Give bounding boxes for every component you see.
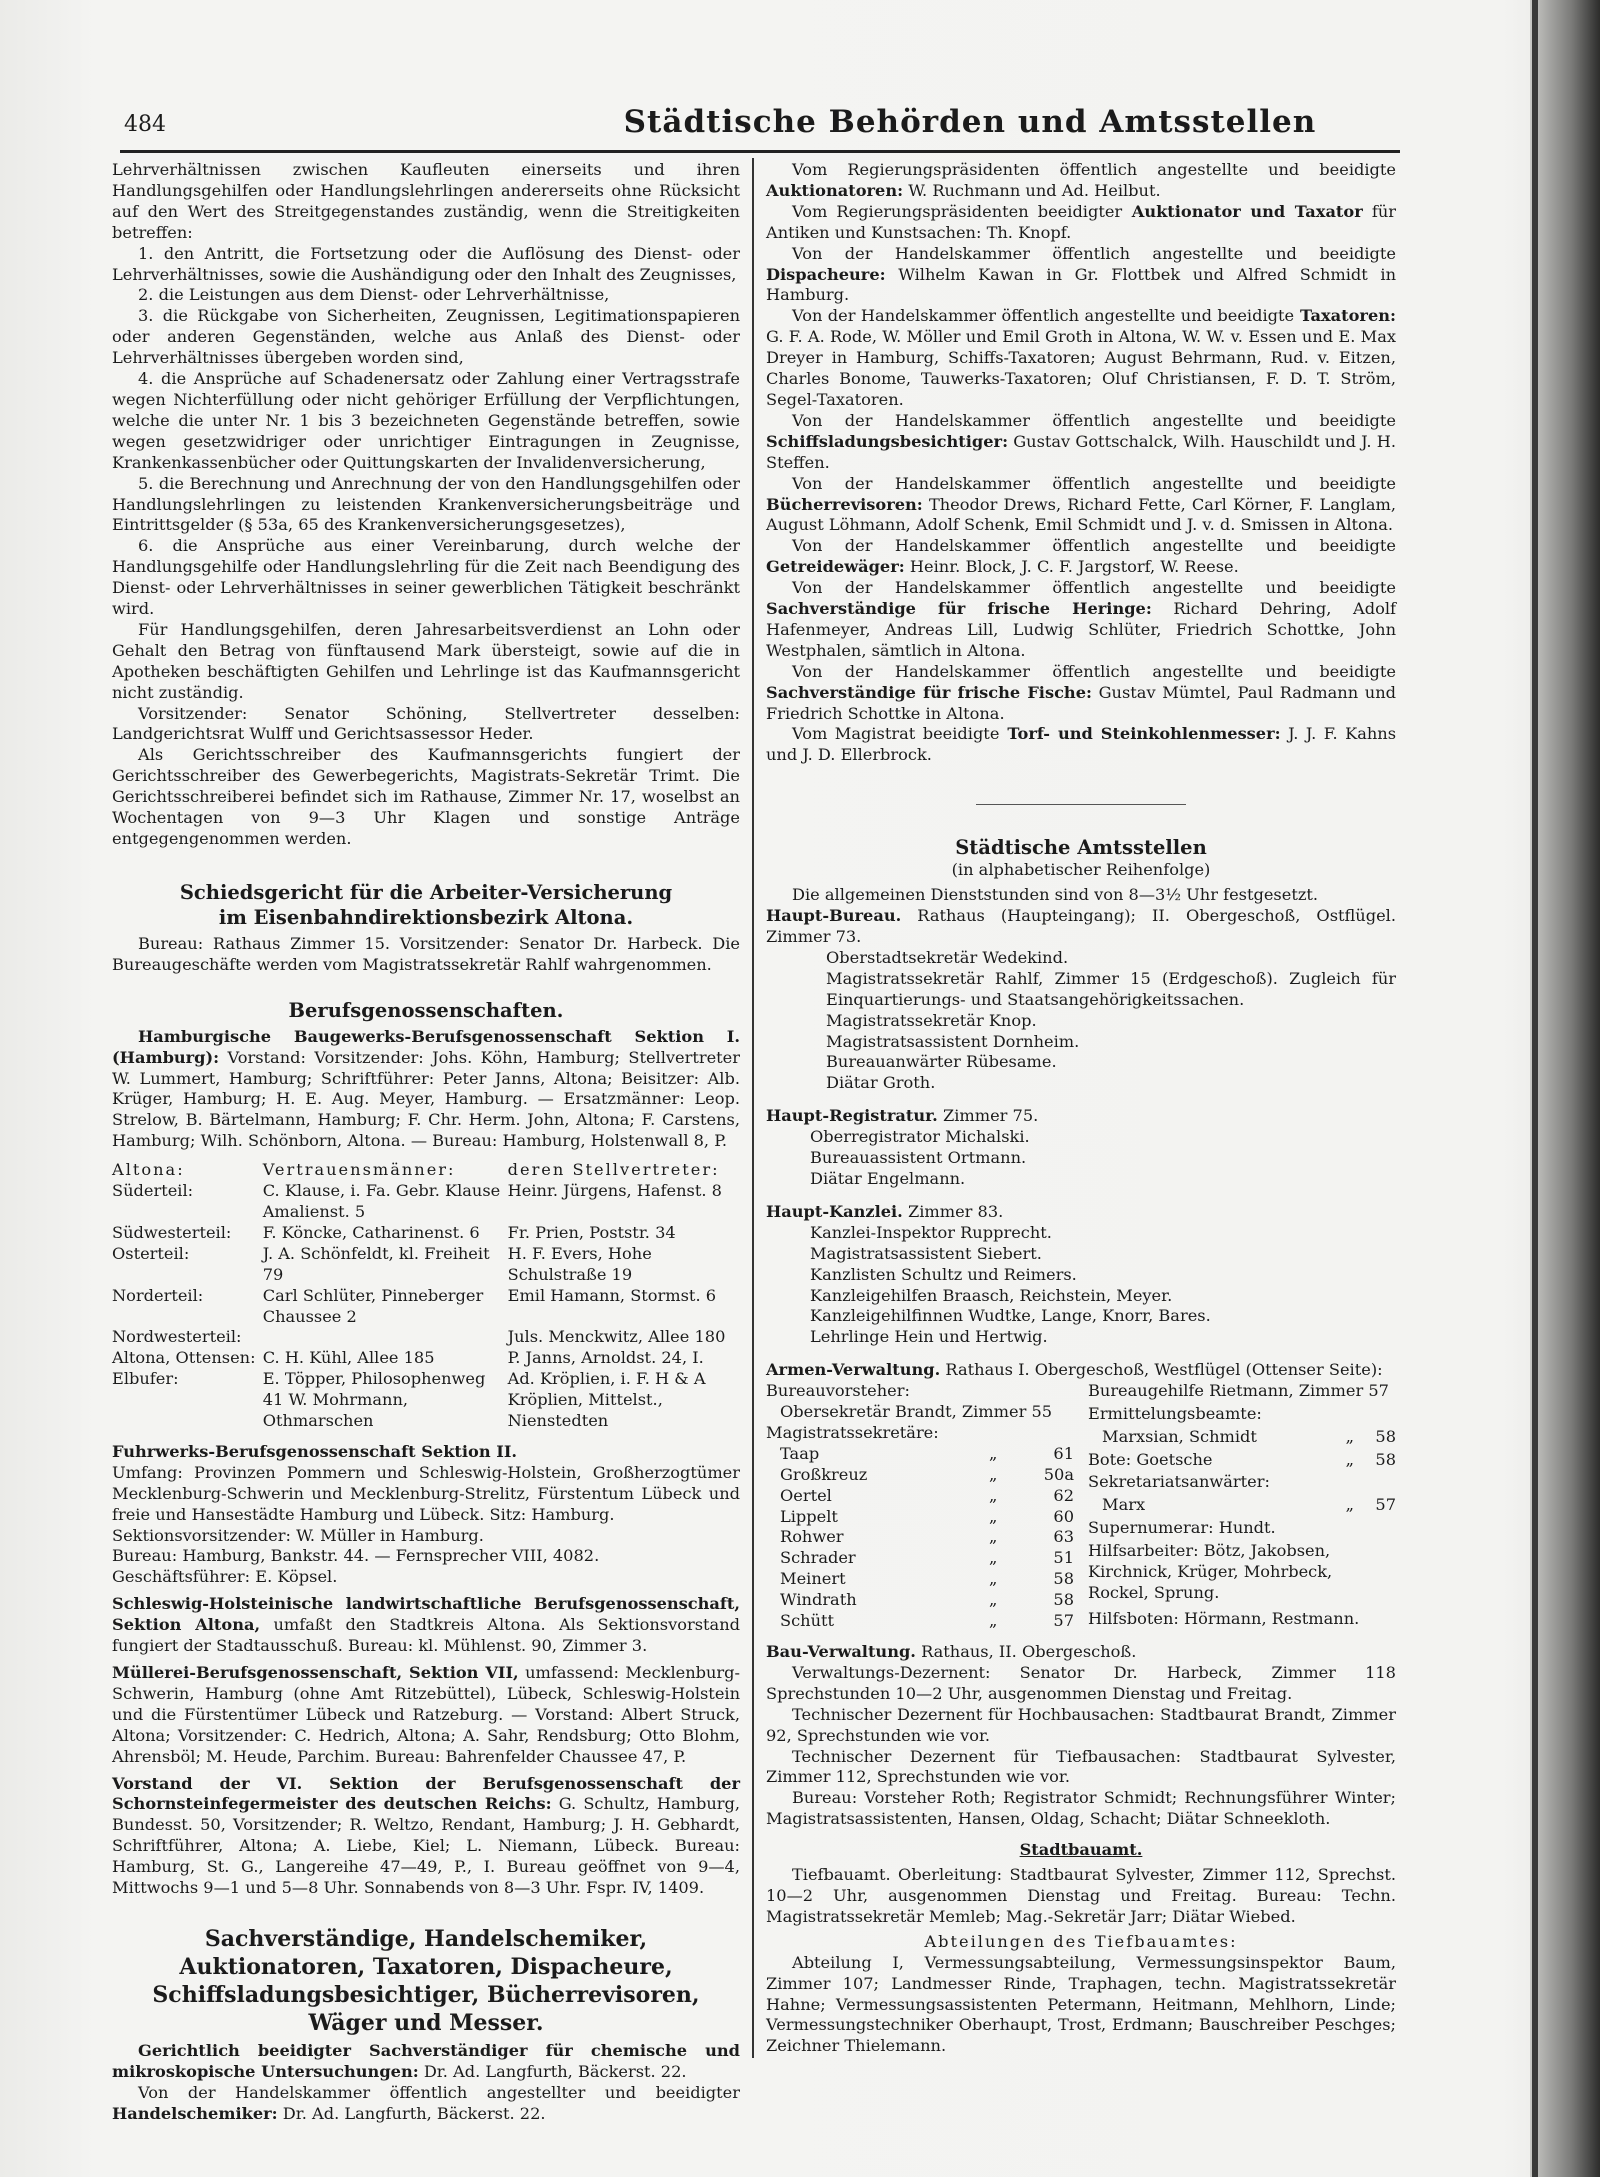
section-subtitle: (in alphabetischer Reihenfolge) — [951, 860, 1211, 880]
table-cell: Rohwer — [780, 1527, 844, 1547]
list-item: Bureauassistent Ortmann. — [810, 1148, 1027, 1168]
keyword: Sachverständige für frische Heringe: — [766, 599, 1152, 619]
section-title-line: im Eisenbahndirektionsbezirk Altona. — [218, 905, 634, 929]
table-row — [766, 1507, 1074, 1528]
text: Richard Dehring, Adolf Hafenmeyer, Andreas Lill, Ludwig Schlüter, Friedrich Schottke, John Westphalen, sämtlich in Altona. — [766, 599, 1397, 660]
table-cell: Osterteil: — [112, 1243, 190, 1263]
table-cell: „ — [988, 1569, 998, 1589]
text: W. Ruchmann und Ad. Heilbut. — [903, 180, 1161, 200]
left-column — [112, 160, 740, 2125]
table-row — [112, 1286, 740, 1328]
table-cell: Bureaugehilfe Rietmann, Zimmer 57 — [1088, 1381, 1389, 1401]
keyword: Schiffsladungsbesichtiger: — [766, 431, 1009, 451]
keyword: Sachverständige für frische Fische: — [766, 682, 1092, 702]
table-cell: „ — [1345, 1495, 1355, 1515]
text: Von der Handelskammer öffentlich angestellte und beeidigte — [792, 410, 1396, 430]
office-entry — [766, 1360, 1396, 1381]
table-cell: Nordwesterteil: — [112, 1327, 242, 1347]
table-cell: Heinr. Jürgens, Hafenst. 8 — [507, 1181, 722, 1201]
list-item: 1. den Antritt, die Fortsetzung oder die Auflösung des Dienst- oder Lehrverhältnisses, sowie die Aushändigung oder den Inhalt des Zeugnisses, — [112, 243, 740, 284]
org-name: Gerichtlich beeidigter Sachverständiger für chemische und mikroskopische Untersuchungen: — [112, 2040, 740, 2081]
text: Gustav Gottschalck, Wilh. Hauschildt und J. H. Steffen. — [766, 431, 1396, 472]
paragraph — [766, 244, 1396, 307]
armen-staff-left — [766, 1381, 1074, 1632]
paragraph: Für Handlungsgehilfen, deren Jahresarbeitsverdienst an Lohn oder Gehalt den Betrag von fünftausend Mark übersteigt, sowie auf die in Apotheken beschäftigten Gehilfen und Lehrlinge ist das Kaufmannsgericht nicht zuständig. — [112, 619, 740, 702]
table-row — [1088, 1472, 1396, 1495]
office-text: Rathaus (Haupteingang); II. Obergeschoß, Ostflügel. Zimmer 73. — [766, 906, 1396, 946]
org-text: Vorstand: Vorsitzender: Johs. Köhn, Hamburg; Stellvertreter W. Lummert, Hamburg; Schriftführer: Peter Janns, Altona; Beisitzer: Alb. Krüger, Hamburg; H. E. Aug. Meyer, Hamburg. — Ersatzmänner: Leop. Strelow, B. Bärtelmann, Hamburg; F. Chr. Herm. John, Altona; F. Carstens, Hamburg; Wilh. Schönborn, Altona. — Bureau: Hamburg, Holstenwall 8, P. — [112, 1047, 740, 1151]
table-row — [1088, 1450, 1396, 1473]
table-row — [1088, 1427, 1396, 1450]
text: Vom Regierungspräsidenten beeidigter — [792, 201, 1123, 221]
table-row — [112, 1327, 740, 1348]
paragraph: Tiefbauamt. Oberleitung: Stadtbaurat Sylvester, Zimmer 112, Sprechst. 10—2 Uhr, ausgenommen Dienstag und Freitag. Bureau: Techn. Magistratssekretär Memleb; Mag.-Sekretär Jarr; Diätar Wiebed. — [766, 1865, 1396, 1926]
office-text: Rathaus, II. Obergeschoß. — [915, 1642, 1137, 1661]
paragraph — [766, 536, 1396, 578]
table-cell: 58 — [1375, 1426, 1396, 1446]
paragraph — [112, 1594, 740, 1657]
list-item: Kanzleigehilfen Braasch, Reichstein, Meyer. — [810, 1285, 1173, 1305]
table-row — [1088, 1518, 1396, 1541]
paragraph: Die allgemeinen Dienststunden sind von 8—3½ Uhr festgesetzt. — [792, 885, 1319, 905]
paragraph — [766, 160, 1396, 202]
table-row — [766, 1486, 1074, 1507]
page-edge-shadow — [1530, 0, 1600, 2177]
office-name: Bau-Verwaltung. — [766, 1642, 916, 1661]
org-text: Dr. Ad. Langfurth, Bäckerst. 22. — [418, 2061, 687, 2081]
table-row — [112, 1244, 740, 1286]
paragraph — [112, 1027, 740, 1152]
table-cell: „ — [988, 1464, 998, 1484]
staff-list — [810, 1223, 1396, 1348]
keyword: Bücherrevisoren: — [766, 494, 923, 514]
table-row — [112, 1223, 740, 1244]
text: Von der Handelskammer öffentlich angestellte und beeidigte — [792, 536, 1396, 556]
table-cell: 62 — [1053, 1485, 1074, 1505]
table-row — [112, 1369, 740, 1432]
table-row — [766, 1569, 1074, 1590]
table-row — [1088, 1381, 1396, 1404]
table-row — [1088, 1404, 1396, 1427]
paragraph — [112, 2041, 740, 2083]
table-header-cell: Altona: — [112, 1160, 185, 1180]
table-cell: Windrath — [780, 1590, 857, 1610]
text: Vom Magistrat beeidigte — [792, 724, 1000, 744]
table-row — [1088, 1609, 1396, 1632]
list-item: Magistratssekretär Knop. — [826, 1010, 1037, 1030]
keyword: Getreidewäger: — [766, 557, 905, 577]
table-cell: Schrader — [780, 1548, 856, 1568]
section-title-line: Schiedsgericht für die Arbeiter-Versicherung — [179, 880, 673, 904]
table-row — [766, 1465, 1074, 1486]
staff-list — [810, 1127, 1396, 1190]
table-cell: Südwesterteil: — [112, 1222, 232, 1242]
table-cell: „ — [1345, 1426, 1355, 1446]
text: Von der Handelskammer öffentlich angestellte und beeidigte — [792, 243, 1396, 263]
header-rule — [120, 150, 1400, 153]
table-cell: Schütt — [780, 1611, 835, 1631]
list-item: Magistratsassistent Siebert. — [810, 1243, 1042, 1263]
table-row — [766, 1423, 1074, 1444]
paragraph: Technischer Dezernent für Hochbausachen: Stadtbaurat Brandt, Zimmer 92, Sprechstunden wie vor. — [766, 1704, 1396, 1745]
table-cell: 58 — [1053, 1590, 1074, 1610]
office-text: Zimmer 75. — [937, 1106, 1039, 1126]
table-cell — [263, 1327, 508, 1348]
list-item: Magistratsassistent Dornheim. — [826, 1031, 1080, 1051]
office-name: Armen-Verwaltung. — [766, 1360, 941, 1380]
list-item: Bureauanwärter Rübesame. — [826, 1052, 1057, 1072]
text: Heinr. Block, J. C. F. Jargstorf, W. Reese. — [904, 557, 1239, 577]
table-row — [766, 1381, 1074, 1402]
table-row — [766, 1548, 1074, 1569]
org-name: Müllerei-Berufsgenossenschaft, Sektion VII, — [112, 1663, 519, 1682]
intro-paragraph: Lehrverhältnissen zwischen Kaufleuten einerseits und ihren Handlungsgehilfen oder Handlungslehrlingen andererseits ohne Rücksicht auf den Wert des Streitgegenstandes zuständig, wenn die Streitigkeiten betreffen: — [112, 160, 740, 242]
vertrauensmaenner-table — [112, 1160, 740, 1432]
keyword: Taxatoren: — [1294, 306, 1397, 326]
office-entry — [766, 1106, 1396, 1127]
list-item: Kanzlisten Schultz und Reimers. — [810, 1264, 1077, 1284]
list-item: 3. die Rückgabe von Sicherheiten, Zeugnissen, Legitimationspapieren oder anderen Gegenständen, welche aus Anlaß des Dienst- oder Lehrverhältnisses übergeben worden sind, — [112, 306, 740, 368]
paragraph: Bureau: Rathaus Zimmer 15. Vorsitzender: Senator Dr. Harbeck. Die Bureaugeschäfte werden vom Magistratssekretär Rahlf wahrgenommen. — [112, 933, 740, 974]
org-title: Fuhrwerks-Berufsgenossenschaft Sektion II. — [112, 1441, 518, 1461]
table-cell: H. F. Evers, Hohe Schulstraße 19 — [507, 1243, 652, 1284]
list-item: 4. die Ansprüche auf Schadenersatz oder Zahlung einer Vertragsstrafe wegen Nichterfüllung oder nicht gehöriger Erfüllung der Verpflichtungen, welche die unter Nr. 1 bis 3 bezeichneten Gegenstände betreffen, sowie wegen gesetzwidriger oder unrichtiger Eintragungen in Zeugnisse, Krankenkassenbücher oder Quittungskarten der Invalidenversicherung, — [112, 369, 740, 472]
table-cell: 57 — [1053, 1611, 1074, 1631]
column-divider — [752, 158, 754, 2058]
table-row — [112, 1181, 740, 1223]
org-name: Schleswig-Holsteinische landwirtschaftliche Berufsgenossenschaft, Sektion Altona, — [112, 1594, 740, 1635]
table-cell: Juls. Menckwitz, Allee 180 — [507, 1327, 726, 1347]
office-name: Haupt-Bureau. — [766, 906, 902, 926]
list-item: Kanzleigehilfinnen Wudtke, Lange, Knorr, Bares. — [810, 1306, 1211, 1326]
table-cell: C. Klause, i. Fa. Gebr. Klause Amalienst. 5 — [262, 1181, 501, 1221]
office-name: Haupt-Registratur. — [766, 1106, 938, 1126]
keyword: Auktionatoren: — [766, 180, 904, 200]
page-number: 484 — [124, 112, 166, 137]
paragraph: Bureau: Vorsteher Roth; Registrator Schmidt; Rechnungsführer Winter; Magistratsassistenten, Hansen, Oldag, Schacht; Diätar Schneekloth. — [766, 1788, 1396, 1829]
paragraph: Abteilung I, Vermessungsabteilung, Vermessungsinspektor Baum, Zimmer 107; Landmesser Rinde, Traphagen, techn. Magistratssekretär Hahne; Vermessungsassistenten Petermann, Heitmann, Mehlhorn, Linde; Vermessungstechniker Oberhaupt, Trost, Erdmann; Bauschreiber Peschges; Zeichner Thielemann. — [766, 1952, 1396, 2056]
page-title: Städtische Behörden und Amtsstellen — [623, 104, 1317, 140]
table-header-cell: Vertrauensmänner: — [262, 1160, 456, 1180]
table-cell: Meinert — [780, 1569, 846, 1589]
table-cell: Oertel — [780, 1485, 832, 1505]
page-edge-line — [1532, 0, 1538, 2177]
table-row — [766, 1590, 1074, 1611]
list-item: Magistratssekretär Rahlf, Zimmer 15 (Erdgeschoß). Zugleich für Einquartierungs- und Staatsangehörigkeitssachen. — [826, 968, 1396, 1009]
paragraph: Technischer Dezernent für Tiefbausachen: Stadtbaurat Sylvester, Zimmer 112, Sprechstunden wie vor. — [766, 1746, 1396, 1787]
armen-staff-right — [1088, 1381, 1396, 1632]
paragraph — [766, 662, 1396, 725]
text: Von der Handelskammer öffentlich angestellte und beeidigte — [792, 661, 1396, 681]
table-row — [1088, 1541, 1396, 1609]
text: Theodor Drews, Richard Fette, Carl Körner, F. Langlam, August Löhmann, Adolf Schenk, Emil Schmidt und J. v. d. Smissen in Altona. — [766, 494, 1396, 535]
table-cell: Fr. Prien, Poststr. 34 — [507, 1222, 676, 1242]
table-cell: Elbufer: — [112, 1369, 179, 1389]
table-row — [1088, 1495, 1396, 1518]
table-cell: E. Töpper, Philosophenweg 41 W. Mohrmann, Othmarschen — [262, 1369, 486, 1431]
table-row — [766, 1402, 1074, 1423]
paragraph — [766, 202, 1396, 244]
table-cell: „ — [988, 1527, 998, 1547]
org-text: umfaßt den Stadtkreis Altona. Als Sektionsvorstand fungiert der Stadtausschuß. Bureau: kl. Mühlenst. 90, Zimmer 3. — [112, 1615, 740, 1656]
org-text: Dr. Ad. Langfurth, Bäckerst. 22. — [277, 2103, 546, 2123]
table-cell: Hilfsarbeiter: Bötz, Jakobsen, Kirchnick, Krüger, Mohrbeck, Rockel, Sprung. — [1088, 1540, 1333, 1602]
table-cell: 60 — [1053, 1506, 1074, 1526]
info-line: Geschäftsführer: E. Köpsel. — [112, 1567, 338, 1587]
table-cell: „ — [988, 1485, 998, 1505]
table-cell: J. A. Schönfeldt, kl. Freiheit 79 — [262, 1243, 490, 1284]
table-cell: 50a — [1043, 1464, 1074, 1484]
keyword: Dispacheure: — [766, 264, 886, 284]
table-cell: 51 — [1053, 1548, 1074, 1568]
section-title: Berufsgenossenschaften. — [288, 998, 564, 1022]
table-cell: Magistratssekretäre: — [766, 1422, 939, 1442]
list-item: Diätar Engelmann. — [810, 1168, 966, 1188]
list-item: Oberregistrator Michalski. — [810, 1127, 1030, 1147]
table-cell: Emil Hamann, Stormst. 6 — [507, 1285, 717, 1305]
section-title — [112, 880, 740, 930]
table-cell: F. Köncke, Catharinenst. 6 — [262, 1222, 480, 1242]
paragraph — [766, 411, 1396, 474]
table-row — [766, 1444, 1074, 1465]
office-entry — [766, 1642, 1396, 1663]
paragraph: Umfang: Provinzen Pommern und Schleswig-Holstein, Großherzogtümer Mecklenburg-Schwerin und Mecklenburg-Strelitz, Fürstentum Lübeck und freie und Hansestädte Hamburg und Lübeck. Sitz: Hamburg. — [112, 1462, 740, 1524]
table-cell: Marx — [1102, 1495, 1146, 1515]
text: Von der Handelskammer öffentlich angestellte und beeidigte — [792, 473, 1396, 493]
armen-staff — [766, 1381, 1396, 1632]
list-item: 2. die Leistungen aus dem Dienst- oder Lehrverhältnisse, — [138, 285, 610, 305]
paragraph — [112, 1663, 740, 1768]
table-row — [112, 1348, 740, 1369]
office-text: Rathaus I. Obergeschoß, Westflügel (Ottenser Seite): — [940, 1360, 1383, 1380]
list-item: 5. die Berechnung und Anrechnung der von den Handlungsgehilfen oder Handlungslehrlingen zu leistenden Krankenversicherungsbeiträge und Eintrittsgelder (§ 53a, 65 des Krankenversicherungsgesetzes), — [112, 473, 740, 535]
org-name: Vorstand der VI. Sektion der Berufsgenossenschaft der Schornsteinfegermeister des deutschen Reichs: — [112, 1773, 740, 1814]
office-entry — [766, 906, 1396, 948]
info-line: Bureau: Hamburg, Bankstr. 44. — Fernsprecher VIII, 4082. — [112, 1546, 600, 1566]
paragraph — [112, 1774, 740, 1899]
list-item: Oberstadtsekretär Wedekind. — [826, 947, 1069, 967]
info-line: Sektionsvorsitzender: W. Müller in Hamburg. — [112, 1525, 484, 1545]
table-cell: „ — [988, 1548, 998, 1568]
table-cell: Marxsian, Schmidt — [1102, 1426, 1257, 1446]
org-name: Hamburgische Baugewerks-Berufsgenossenschaft Sektion I. (Hamburg): — [112, 1026, 740, 1067]
text: Vom Regierungspräsidenten öffentlich angestellte und beeidigte — [792, 160, 1396, 179]
subsection-title: Abteilungen des Tiefbauamtes: — [924, 1931, 1238, 1951]
office-name: Haupt-Kanzlei. — [766, 1201, 903, 1221]
paragraph: Vorsitzender: Senator Schöning, Stellvertreter desselben: Landgerichtsrat Wulff und Gerichtsassessor Heder. — [112, 703, 740, 744]
list-item: Kanzlei-Inspektor Rupprecht. — [810, 1222, 1052, 1242]
table-cell: 57 — [1375, 1495, 1396, 1515]
section-title: Sachverständige, Handelschemiker, Auktionatoren, Taxatoren, Dispacheure, Schiffsladungsbesichtiger, Bücherrevisoren, Wäger und Messer. — [152, 1925, 700, 2036]
table-cell: Süderteil: — [112, 1181, 194, 1201]
org-text: G. Schultz, Hamburg, Bundesst. 50, Vorsitzender; R. Weltzo, Rendant, Hamburg; J. H. Gebhardt, Schriftführer, Altona; A. Liebe, Kiel; L. Niemann, Lübeck. Bureau: Hamburg, St. G., Langereihe 47—49, P., I. Bureau geöffnet von 9—4, Mittwochs 9—1 und 5—8 Uhr. Sonnabends von 8—3 Uhr. Fspr. IV, 1409. — [112, 1794, 740, 1898]
page-header — [80, 104, 1500, 150]
table-cell: Hilfsboten: Hörmann, Restmann. — [1088, 1609, 1360, 1629]
table-cell: Bote: Goetsche — [1088, 1449, 1213, 1469]
list-item: Lehrlinge Hein und Hertwig. — [810, 1327, 1048, 1347]
table-cell: Carl Schlüter, Pinneberger Chaussee 2 — [262, 1285, 484, 1326]
table-cell: Obersekretär Brandt, Zimmer 55 — [780, 1402, 1053, 1422]
table-cell: „ — [988, 1506, 998, 1526]
table-header-cell: deren Stellvertreter: — [507, 1160, 720, 1180]
table-cell: 58 — [1053, 1569, 1074, 1589]
org-text: Von der Handelskammer öffentlich angestellter und beeidigter — [138, 2082, 740, 2102]
text: Wilhelm Kawan in Gr. Flottbek und Alfred Schmidt in Hamburg. — [766, 264, 1396, 305]
table-cell: „ — [988, 1590, 998, 1610]
table-cell: „ — [988, 1443, 998, 1463]
text: Von der Handelskammer öffentlich angestellte und beeidigte — [792, 578, 1396, 598]
paragraph — [766, 578, 1396, 662]
keyword: Auktionator und Taxator — [1122, 201, 1363, 221]
table-row — [766, 1611, 1074, 1632]
list-item: 6. die Ansprüche aus einer Vereinbarung, durch welche der Handlungsgehilfe oder Handlungslehrling für die Zeit nach Beendigung des Dienst- oder Lehrverhältnisses in seiner gewerblichen Tätigkeit beschränkt wird. — [112, 536, 740, 619]
org-text: umfassend: Mecklenburg-Schwerin, Hamburg (ohne Amt Ritzebüttel), Lübeck, Schleswig-Holstein und die Fürstentümer Lübeck und Ratzeburg. — Vorstand: Albert Struck, Altona; Vorsitzender: C. Hedrich, Altona; A. Sahr, Rendsburg; Otto Blohm, Ahrensböl; M. Heude, Parchim. Bureau: Bahrenfelder Chaussee 47, P. — [112, 1663, 740, 1766]
table-cell: 63 — [1053, 1527, 1074, 1547]
keyword: Torf- und Steinkohlenmesser: — [999, 724, 1281, 744]
separator-rule — [976, 804, 1186, 805]
paragraph: Verwaltungs-Dezernent: Senator Dr. Harbeck, Zimmer 118 Sprechstunden 10—2 Uhr, ausgenommen Dienstag und Freitag. — [766, 1662, 1396, 1703]
text: J. J. F. Kahns und J. D. Ellerbrock. — [766, 724, 1397, 765]
table-cell: „ — [988, 1611, 998, 1631]
paragraph — [766, 724, 1396, 766]
list-item: Diätar Groth. — [826, 1073, 936, 1093]
table-cell: Lippelt — [780, 1506, 838, 1526]
text: Gustav Mümtel, Paul Radmann und Friedrich Schottke in Altona. — [766, 682, 1396, 723]
office-entry — [766, 1202, 1396, 1223]
table-cell: 58 — [1375, 1449, 1396, 1469]
staff-list — [826, 948, 1396, 1094]
office-text: Zimmer 83. — [902, 1201, 1004, 1221]
paragraph — [766, 474, 1396, 537]
right-column — [766, 160, 1396, 2057]
org-name: Handelschemiker: — [112, 2103, 278, 2123]
table-cell: Supernumerar: Hundt. — [1088, 1517, 1276, 1537]
section-title: Stadtbauamt. — [1019, 1840, 1143, 1860]
text: für Antiken und Kunstsachen: Th. Knopf. — [766, 201, 1396, 242]
table-header-row — [112, 1160, 740, 1181]
table-row — [766, 1527, 1074, 1548]
table-cell: Sekretariatsanwärter: — [1088, 1472, 1270, 1492]
table-cell: Bureauvorsteher: — [766, 1381, 910, 1401]
table-cell: Großkreuz — [780, 1464, 868, 1484]
table-cell: „ — [1345, 1449, 1355, 1469]
section-title: Städtische Amtsstellen — [955, 836, 1207, 860]
paragraph — [766, 306, 1396, 411]
table-cell: Norderteil: — [112, 1285, 204, 1305]
paragraph: Als Gerichtsschreiber des Kaufmannsgerichts fungiert der Gerichtsschreiber des Gewerbegerichts, Magistrats-Sekretär Trimt. Die Gerichtsschreiberei befindet sich im Rathause, Zimmer Nr. 17, woselbst an Wochentagen von 9—3 Uhr Klagen und sonstige Anträge entgegengenommen werden. — [112, 745, 740, 848]
table-cell: Ermittelungsbeamte: — [1088, 1403, 1262, 1423]
table-cell: P. Janns, Arnoldst. 24, I. — [507, 1348, 704, 1368]
paragraph — [112, 2083, 740, 2125]
table-cell: Taap — [780, 1443, 820, 1463]
table-cell: Altona, Ottensen: — [112, 1348, 256, 1368]
text: G. F. A. Rode, W. Möller und Emil Groth in Altona, W. W. v. Essen und E. Max Dreyer in Hamburg, Schiffs-Taxatoren; August Behrmann, Rud. v. Eitzen, Charles Bonome, Tauwerks-Taxatoren; Oluf Christiansen, F. D. T. Ström, Segel-Taxatoren. — [766, 327, 1396, 409]
table-cell: Ad. Kröplien, i. F. H & A Kröplien, Mittelst., Nienstedten — [507, 1369, 706, 1431]
text: Von der Handelskammer öffentlich angestellte und beeidigte — [792, 306, 1295, 326]
table-cell: 61 — [1053, 1443, 1074, 1463]
table-cell: C. H. Kühl, Allee 185 — [262, 1348, 435, 1368]
